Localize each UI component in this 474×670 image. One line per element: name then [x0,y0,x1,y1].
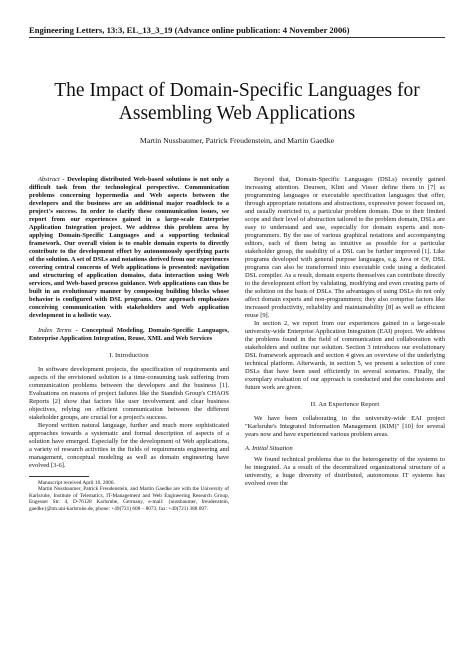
experience-paragraph: We have been collaborating in the university-wide EAI project "Karlsruhe's Integrated Information Management (KIM)" [10] for several years now and have experienced various problem areas. [245,415,445,438]
section-heading-experience-report: II. An Experience Report [310,401,380,408]
abstract [29,176,229,320]
index-terms [29,327,229,343]
footnote-received: Manuscript received April 10, 2006. [38,480,115,486]
initial-situation-paragraph: We found technical problems due to the heterogeneity of the systems to be integrated. As a result of the decentralized organizational structure of a university, a huge diversity of distributed, autonomous IT systems has evolved over the [245,456,445,487]
index-terms-label: Index Terms [38,327,72,334]
dsl-paragraph: Beyond that, Domain-Specific Languages (DSLs) recently gained increasing attention. Deursen, Klint and Visser define them in [7] as programming languages or executable specification languages that offer, through appropriate notations and abstractions, expressive power focused on, and usually restricted to, a particular problem domain. Due to their limited scope and their level of abstraction tailored to the problem domain, DSLs are easy to understand and use, especially for domain experts and non-programmers. By the use of various graphical notations and accompanying editors, each of them being as intuitive as possible for a particular stakeholder group, the usability of a DSL can be further improved [1]. Like programs developed with general purpose languages, e.g. Java or C#, DSL programs can also be transformed into executable code using a dedicated DSL compiler. As a result, domain experts themselves can contribute directly to the development effort by validating, modifying and even creating parts of the solution on the basis of DSLs. The advantages of using DSLs do not only affect domain experts and non-programmers; they also comprise factors like increased productivity, reliability and maintainability [8] as well as efficient reuse [9]. [245,176,445,319]
abstract-label: Abstract [38,176,60,183]
section-heading-introduction: I. Introduction [109,352,149,359]
intro-paragraph-1: In software development projects, the specification of requirements and aspects of the envisioned solution is a time-consuming task suffering from communication problems between the developers and the business [1]. Evaluations on reasons of project failures like the Standish Group's CHAOS Reports [2] show that factors like user involvement and clear business objectives, relying on efficient communication between the different stakeholder groups, are crucial for a project's success. [29,366,229,421]
intro-paragraph-2: Beyond written natural language, further and much more sophisticated approaches towards a systematic and formal description of aspects of a solution have emerged. Especially for the development of Web applications, a variety of research activities in the fields of requirements engineering and management, conceptual modeling as well as domain engineering have evolved [3-6]. [29,422,229,469]
footnote-rule [29,476,89,477]
left-column [29,176,229,512]
footnote-affiliation: Martin Nussbaumer, Patrick Freudenstein, and Martin Gaedke are with the University of Karlsruhe, Institute of Telematics, IT-Management and Web Engineering Research Group, Engesser Str. 4, D-76128 Karlsruhe, Germany, e-mail: {nussbaumer, freudenstein, gaedke}@tm.uni-karlsruhe.de, phone: +49(721) 608 – 8073, fax: +49(721) 388 097. [29,486,229,512]
index-terms-text: - Conceptual Modeling, Domain-Specific Languages, Enterprise Application Integration, Reuse, XML and Web Services [29,327,229,342]
outline-paragraph: In section 2, we report from our experiences gained in a large-scale university-wide Enterprise Application Integration (EAI) project. We address the problems found in the field of communication and collaboration with stakeholders and outline our solution. Section 3 introduces our evolutionary DSL framework approach and section 4 gives an overview of the underlying technical platform. Afterwards, in section 5, we present a selection of core DSLs that have been used efficiently in several scenarios. Finally, the exemplary evaluation of our approach is conducted and the conclusions and future work are given. [245,320,445,391]
header-rule [29,37,445,38]
subsection-heading-initial-situation: A. Initial Situation [245,445,293,452]
journal-header: Engineering Letters, 13:3, EL_13_3_19 (Advance online publication: 4 November 2006) [29,25,350,35]
right-column [245,176,445,488]
paper-title: The Impact of Domain-Specific Languages for Assembling Web Applications [54,80,420,124]
author-list: Martin Nussbaumer, Patrick Freudenstein, and Martin Gaedke [139,136,335,145]
abstract-text: - Developing distributed Web-based solutions is not only a difficult task from the technological perspective. Communication problems concerning hypermedia and Web aspects between the developers and the business are an additional major roadblock to a project's success. In order to clarify these communication issues, we report from our experiences gained in a large-scale Enterprise Application Integration project. We address this problem area by applying Domain-Specific Languages and a supporting technical framework. Our overall vision is to enable domain experts to directly contribute to the development effort by autonomously specifying parts of the solution. A set of DSLs and notations derived from our experiences covering central concerns of Web applications is presented: navigation and structuring of application domains, data interaction using Web services, and Web-based process guidance. Web applications can thus be built in an evolutionary manner by composing building blocks whose behavior is configured with DSL programs. Our approach emphasizes conceiving communication with stakeholders and Web application development in a holistic way. [29,176,229,319]
